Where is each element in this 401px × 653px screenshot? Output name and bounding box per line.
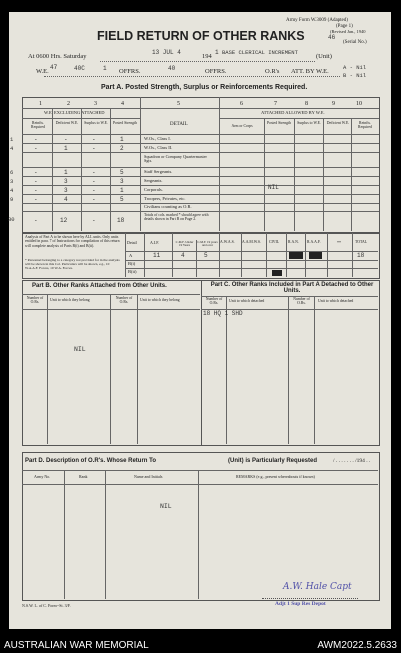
an-line1 <box>125 251 378 252</box>
r3c3: - <box>92 169 96 176</box>
vl-b6 <box>266 233 267 277</box>
r4c4: 3 <box>120 178 124 185</box>
r5c2: 3 <box>64 187 68 194</box>
col-num-6: 6 <box>240 101 243 107</box>
r8c4: 18 <box>117 217 125 224</box>
an-A-cmf19: 4 <box>181 252 185 259</box>
vl-b7 <box>286 233 287 277</box>
we-dots <box>44 76 340 77</box>
head-arm: Arm or Corps <box>231 124 253 128</box>
detail-6: Troopers, Privates, etc. <box>144 196 186 201</box>
an-A-cmfover: 5 <box>204 252 208 259</box>
r1c3: - <box>92 145 96 152</box>
an-head-detail: Detail <box>127 240 137 245</box>
r5c3: - <box>92 187 96 194</box>
r4c1: - <box>34 178 38 185</box>
partB-nil: NIL <box>74 346 86 353</box>
vl-a1 <box>52 108 53 231</box>
form-number: Army Form W.3009 (Adapted) <box>286 18 348 23</box>
r0c4: 1 <box>120 136 124 143</box>
offrs-label: OFFRS. <box>119 68 141 75</box>
partD-title-post: (Unit) is Particularly Requested <box>228 458 318 464</box>
col-num-9: 9 <box>332 101 335 107</box>
r8c3: - <box>92 217 96 224</box>
vl-a9 <box>351 118 352 231</box>
r6c2: 4 <box>64 196 68 203</box>
an-line3 <box>125 268 378 269</box>
detail-0: W.Os., Class I. <box>144 136 171 141</box>
an-row-Bi: B(i) <box>128 261 136 266</box>
vl-b2 <box>172 233 173 277</box>
att-label: ATT. BY W.E. <box>291 68 329 75</box>
vl-a2 <box>81 108 82 231</box>
row-line-5 <box>22 185 379 186</box>
an-head-ran: R.A.N. <box>288 240 299 244</box>
partB-table <box>22 280 202 446</box>
r8c2: 12 <box>60 217 68 224</box>
redaction-1 <box>289 252 303 259</box>
row-line-3 <box>22 167 379 168</box>
pd-head-1: Rank <box>79 474 88 479</box>
footer-left: AUSTRALIAN WAR MEMORIAL <box>4 640 149 651</box>
pc-v2 <box>288 296 289 444</box>
row-line-6 <box>22 194 379 195</box>
r6c3: - <box>92 196 96 203</box>
serial-hw: 46 <box>328 34 336 41</box>
at-dots <box>100 61 315 62</box>
revision: (Revised Jan., 1940 <box>330 29 366 34</box>
pd-v1 <box>64 470 65 599</box>
attached-line <box>219 118 379 119</box>
footer-bar <box>0 637 401 653</box>
stamp: Adjt 1 Sup Res Depot <box>275 601 326 607</box>
offrs-hw: 40 <box>168 65 176 72</box>
pd-head-0: Army No. <box>34 474 51 479</box>
detail-2: Squadron or Company Quartermaster Sgts. <box>144 154 207 164</box>
attached-head: ATTACHED ALLOWED BY W.E. <box>261 110 325 115</box>
row-line-8 <box>22 211 379 212</box>
unit-hw: BASE CLERICAL INCREMENT <box>222 49 298 56</box>
signature: A.W. Hale Capt <box>283 582 352 592</box>
pc-head-1: Unit to which detached <box>229 299 265 303</box>
head-surplus: Surplus to W.E. <box>84 121 108 125</box>
pd-head-2: Name and Initials <box>134 474 163 479</box>
an-head-awas: A.W.A.S. <box>220 240 235 244</box>
detail-1: W.Os., Class II. <box>144 145 173 150</box>
vl-b1 <box>144 233 145 277</box>
r4c3: - <box>92 178 96 185</box>
col-num-8: 8 <box>305 101 308 107</box>
row-line-1 <box>22 143 379 144</box>
pc-v3 <box>314 296 315 444</box>
head-reinfts-r: Reinfts. Required <box>358 121 372 129</box>
r0c3: - <box>92 136 96 143</box>
prefix-6: 4 <box>10 187 14 194</box>
partA-num-line <box>22 108 379 109</box>
an-head-total: TOTAL <box>355 240 368 244</box>
we-excl-head: W.E. EXCLUDING ATTACHED <box>44 110 105 115</box>
pb-head-2: Number of O.Rs. <box>115 296 133 304</box>
an-head-cmf19: C.M.F. Under 19 Years <box>175 240 194 248</box>
an-head-aif: A.I.F. <box>150 240 160 245</box>
page-number: (Page 1) <box>336 24 353 29</box>
analysis-footnote: * Personnel belonging to a category not provided for in the analysis will be shown in this Col. Particulars will be shown, e.g., 10 W.A.A.F. Forces, 10 W.A. Forces. <box>25 258 120 271</box>
vl-a6 <box>264 118 265 231</box>
prefix-1: 1 <box>10 136 14 143</box>
an-row-Bii: B(ii) <box>128 269 137 274</box>
pb-head-1: Unit to which they belong <box>50 298 90 302</box>
partC-entry: 18 HQ 1 SHD <box>203 310 243 317</box>
we-label: W.E. <box>36 68 49 75</box>
offrs2-label: OFFRS. <box>205 68 227 75</box>
pb-v3 <box>137 294 138 444</box>
redaction-3 <box>272 270 282 276</box>
row-line-2 <box>22 152 379 153</box>
partD-title-pre: Part D. Description of O.R's. Whose Return To <box>25 458 156 464</box>
r3c1: - <box>34 169 38 176</box>
pd-v3 <box>198 470 199 599</box>
row-line-4 <box>22 176 379 177</box>
pb-v2 <box>110 294 111 444</box>
r5c4: 1 <box>120 187 124 194</box>
at-year: 194 <box>202 53 212 60</box>
pd-line1 <box>22 470 378 471</box>
vl-a8 <box>323 118 324 231</box>
we-hw3: 1 <box>103 65 107 72</box>
pc-head-3: Unit to which detached <box>318 299 354 303</box>
an-head-star: ** <box>337 240 341 245</box>
r1c2: 1 <box>64 145 68 152</box>
detail-4: Sergeants. <box>144 178 163 183</box>
col-num-4: 4 <box>121 101 124 107</box>
prefix-5: 3 <box>10 178 14 185</box>
detail-8: Totals of cols. marked * should agree with details shown in Part B on Page 2. <box>144 213 209 222</box>
pb-line1 <box>22 294 200 295</box>
an-row-A: A <box>129 253 133 258</box>
pb-v1 <box>47 294 48 444</box>
vl-b9 <box>327 233 328 277</box>
partD-nil: NIL <box>160 503 172 510</box>
prefix-7: 9 <box>10 196 14 203</box>
pd-head-3: REMARKS (e.g., present whereabouts if known) <box>236 474 315 479</box>
date-hw: 13 JUL 4 <box>152 49 181 56</box>
serial-label: (Serial No.) <box>343 40 367 45</box>
pd-v2 <box>105 470 106 599</box>
detail-head: DETAIL <box>170 122 188 127</box>
printer-mark: N.S.W. L. of C. Form--St. 3/F. <box>22 603 71 608</box>
analysis-text: Analysis of Part A to be shown here by ALL units. Only units entitled in para. 7 of Instructions for compilation of this return will complete analysis of Parts B(i) and B(ii). <box>25 235 120 248</box>
at-line: At 0600 Hrs. Saturday <box>28 53 87 60</box>
head-surplus-r: Surplus to W.E. <box>297 121 321 125</box>
pd-line2 <box>22 484 378 485</box>
col-num-5: 5 <box>177 101 180 107</box>
r4c2: 3 <box>64 178 68 185</box>
prefix-9: 30 <box>8 216 15 223</box>
detail-5: Corporals. <box>144 187 163 192</box>
vl-a7 <box>294 118 295 231</box>
r1c4: 2 <box>120 145 124 152</box>
pb-line2 <box>22 309 200 310</box>
pc-head-2: Number of O.Rs. <box>293 297 310 305</box>
col-num-1: 1 <box>39 101 42 107</box>
row-line-7 <box>22 203 379 204</box>
col-num-10: 10 <box>356 101 362 107</box>
year-hw: 1 <box>215 49 219 56</box>
prefix-2: 4 <box>10 145 14 152</box>
an-head-cmf-over: C.M.F. 19 years and over <box>197 240 218 248</box>
an-head-aamws: A.A.M.W.S. <box>242 240 261 244</box>
prefix-4: 6 <box>10 169 14 176</box>
footer-right: AWM2022.5.2633 <box>317 640 397 651</box>
r1c1: - <box>34 145 38 152</box>
r6c4: 5 <box>120 196 124 203</box>
r6c1: - <box>34 196 38 203</box>
head-posted-r: Posted Strength <box>267 121 291 125</box>
r3c2: 1 <box>64 169 68 176</box>
partD-table <box>22 452 380 601</box>
r3c4: 5 <box>120 169 124 176</box>
detail-3: Staff Sergeants. <box>144 169 173 174</box>
we-hw2: 40C <box>74 65 85 72</box>
we-hw: 47 <box>50 64 58 71</box>
head-deficient-r: Deficient W.E. <box>326 121 350 125</box>
pb-head-3: Unit to which they belong <box>140 298 180 302</box>
partB-title: Part B. Other Ranks Attached from Other Units. <box>32 283 167 289</box>
r5c1: - <box>34 187 38 194</box>
pc-line1 <box>201 296 378 297</box>
head-bottom-line <box>22 134 379 135</box>
col-num-2: 2 <box>67 101 70 107</box>
partD-title-date: / . . . . . . . /194 . . <box>333 458 371 464</box>
an-line2 <box>125 260 378 261</box>
an-A-total: 18 <box>357 252 365 259</box>
sig-line <box>262 598 358 599</box>
an-head-civil: CIVIL <box>269 240 280 244</box>
head-reinfts: Reinfts. Required <box>31 121 45 129</box>
att-hw1: A - Nil <box>343 64 367 71</box>
col-num-3: 3 <box>94 101 97 107</box>
form-title: FIELD RETURN OF OTHER RANKS <box>97 29 305 43</box>
nil-partA: NIL <box>268 184 279 191</box>
vl-a3 <box>110 108 111 231</box>
r8c1: - <box>34 217 38 224</box>
an-head-raaf: R.A.A.F. <box>307 240 321 244</box>
head-deficient: Deficient W.E. <box>55 121 79 125</box>
redaction-2 <box>309 252 322 259</box>
pc-v1 <box>226 296 227 444</box>
unit-label: (Unit) <box>316 53 332 60</box>
vl-b8 <box>305 233 306 277</box>
head-posted: Posted Strength <box>113 121 137 125</box>
att-hw2: B - Nil <box>343 72 367 79</box>
col-num-7: 7 <box>274 101 277 107</box>
r0c1: - <box>34 136 38 143</box>
r0c2: - <box>64 136 68 143</box>
vl-b0 <box>125 233 126 277</box>
an-A-aif: 11 <box>153 252 161 259</box>
vl-b10 <box>352 233 353 277</box>
pc-head-0: Number of O.Rs. <box>205 297 223 305</box>
partC-title: Part C. Other Ranks Included in Part A Detached to Other Units. <box>210 282 374 295</box>
partA-title: Part A. Posted Strength, Surplus or Reinforcements Required. <box>101 84 308 91</box>
ors-label: O.R's <box>265 68 280 75</box>
pb-head-0: Number of O.Rs. <box>26 296 44 304</box>
detail-7: Civilians counting as O.R. <box>144 204 192 209</box>
